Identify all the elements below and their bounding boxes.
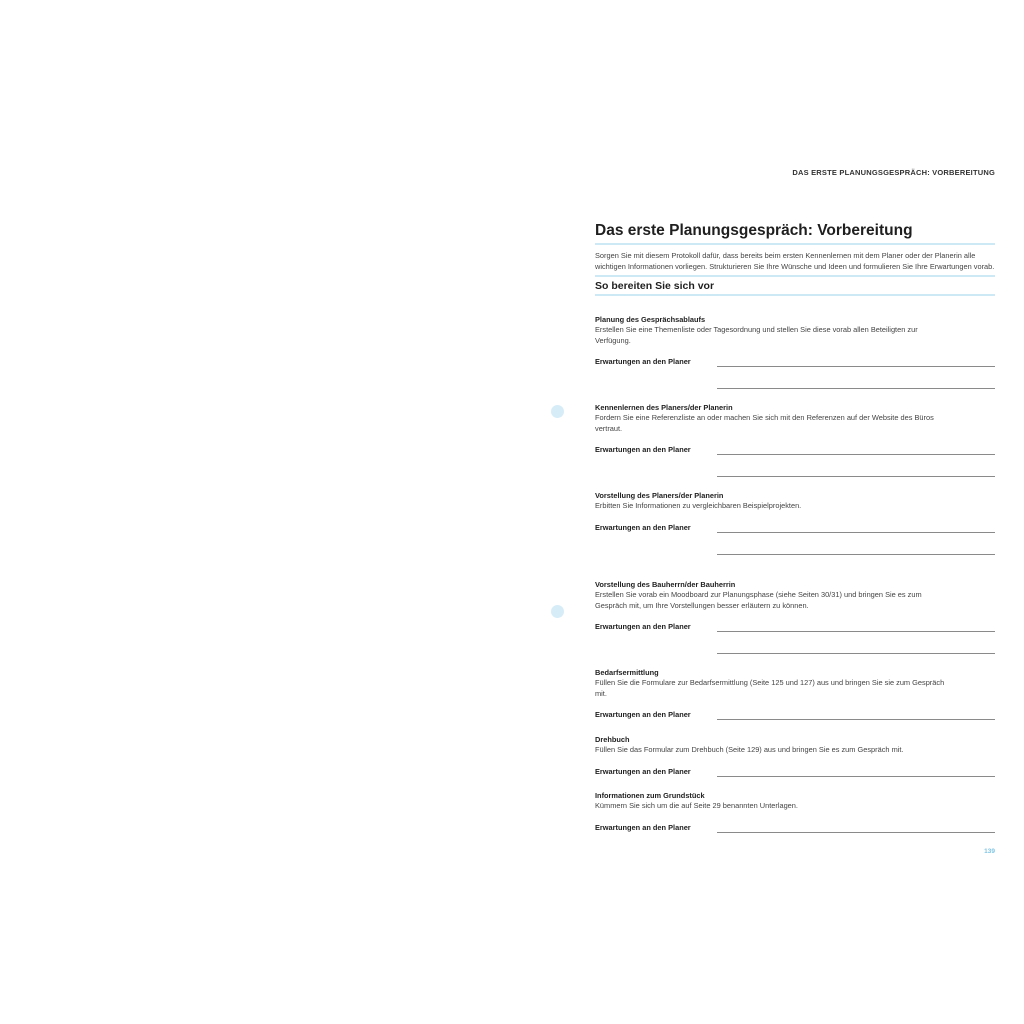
write-in-line[interactable] (717, 554, 995, 555)
intro-text: Sorgen Sie mit diesem Protokoll dafür, dass bereits beim ersten Kennenlernen mit dem Planer oder der Planerin alle wichtigen Informationen vorliegen. Strukturieren Sie Ihre Wünsche und Ideen und formulieren Sie Ihre Erwartungen vorab. (595, 251, 995, 277)
punch-hole-bottom (551, 605, 564, 618)
write-in-line[interactable] (717, 388, 995, 389)
section-bedarfsermittlung (595, 668, 995, 722)
section-heading: Vorstellung des Bauherrn/der Bauherrin (595, 580, 736, 589)
expectation-row (595, 823, 995, 835)
section-description: Kümmern Sie sich um die auf Seite 29 benannten Unterlagen. (595, 801, 798, 810)
section-grundstueck (595, 791, 995, 835)
section-heading: Vorstellung des Planers/der Planerin (595, 491, 724, 500)
section-description: Erbitten Sie Informationen zu vergleichbaren Beispielprojekten. (595, 501, 802, 510)
section-subtitle: So bereiten Sie sich vor (595, 280, 995, 296)
write-in-line[interactable] (717, 532, 995, 533)
section-vorstellung-bauherr (595, 580, 995, 634)
write-in-line[interactable] (717, 631, 995, 632)
expectation-row (595, 710, 995, 722)
section-heading: Drehbuch (595, 735, 630, 744)
page-content (595, 222, 995, 296)
expectation-label: Erwartungen an den Planer (595, 357, 691, 366)
write-in-line[interactable] (717, 776, 995, 777)
section-heading: Planung des Gesprächsablaufs (595, 315, 706, 324)
write-in-line[interactable] (717, 832, 995, 833)
running-head: DAS ERSTE PLANUNGSGESPRÄCH: VORBEREITUNG (792, 168, 995, 177)
section-heading: Bedarfsermittlung (595, 668, 659, 677)
expectation-label: Erwartungen an den Planer (595, 766, 691, 776)
expectation-label: Erwartungen an den Planer (595, 445, 691, 454)
page-number: 139 (984, 848, 995, 855)
section-description: Erstellen Sie eine Themenliste oder Tagesordnung und stellen Sie diese vorab allen Beteiligten zur Verfügung. (595, 325, 918, 345)
section-heading: Informationen zum Grundstück (595, 791, 705, 800)
section-gespraechsablauf (595, 315, 995, 369)
expectation-row (595, 622, 995, 634)
expectation-row (595, 523, 995, 535)
expectation-label: Erwartungen an den Planer (595, 710, 691, 719)
write-in-line[interactable] (717, 366, 995, 367)
expectation-row (595, 445, 995, 457)
write-in-line[interactable] (717, 476, 995, 477)
section-description: Erstellen Sie vorab ein Moodboard zur Planungsphase (siehe Seiten 30/31) und bringen Sie es zum Gespräch mit, um Ihre Vorstellungen besser erläutern zu können. (595, 590, 922, 610)
write-in-line[interactable] (717, 653, 995, 654)
section-description: Fordern Sie eine Referenzliste an oder machen Sie sich mit den Referenzen auf der Website des Büros vertraut. (595, 413, 934, 433)
section-description: Füllen Sie das Formular zum Drehbuch (Seite 129) aus und bringen Sie es zum Gespräch mit. (595, 745, 904, 754)
section-vorstellung-planer (595, 491, 995, 535)
section-drehbuch (595, 735, 995, 779)
write-in-line[interactable] (717, 454, 995, 455)
expectation-label: Erwartungen an den Planer (595, 822, 691, 832)
section-heading: Kennenlernen des Planers/der Planerin (595, 403, 733, 412)
expectation-label: Erwartungen an den Planer (595, 622, 691, 631)
section-kennenlernen (595, 403, 995, 457)
expectation-label: Erwartungen an den Planer (595, 522, 691, 532)
write-in-line[interactable] (717, 719, 995, 720)
punch-hole-top (551, 405, 564, 418)
expectation-row (595, 357, 995, 369)
section-description: Füllen Sie die Formulare zur Bedarfsermittlung (Seite 125 und 127) aus und bringen Sie sie zum Gespräch mit. (595, 678, 945, 698)
page-title: Das erste Planungsgespräch: Vorbereitung (595, 222, 995, 245)
expectation-row (595, 767, 995, 779)
